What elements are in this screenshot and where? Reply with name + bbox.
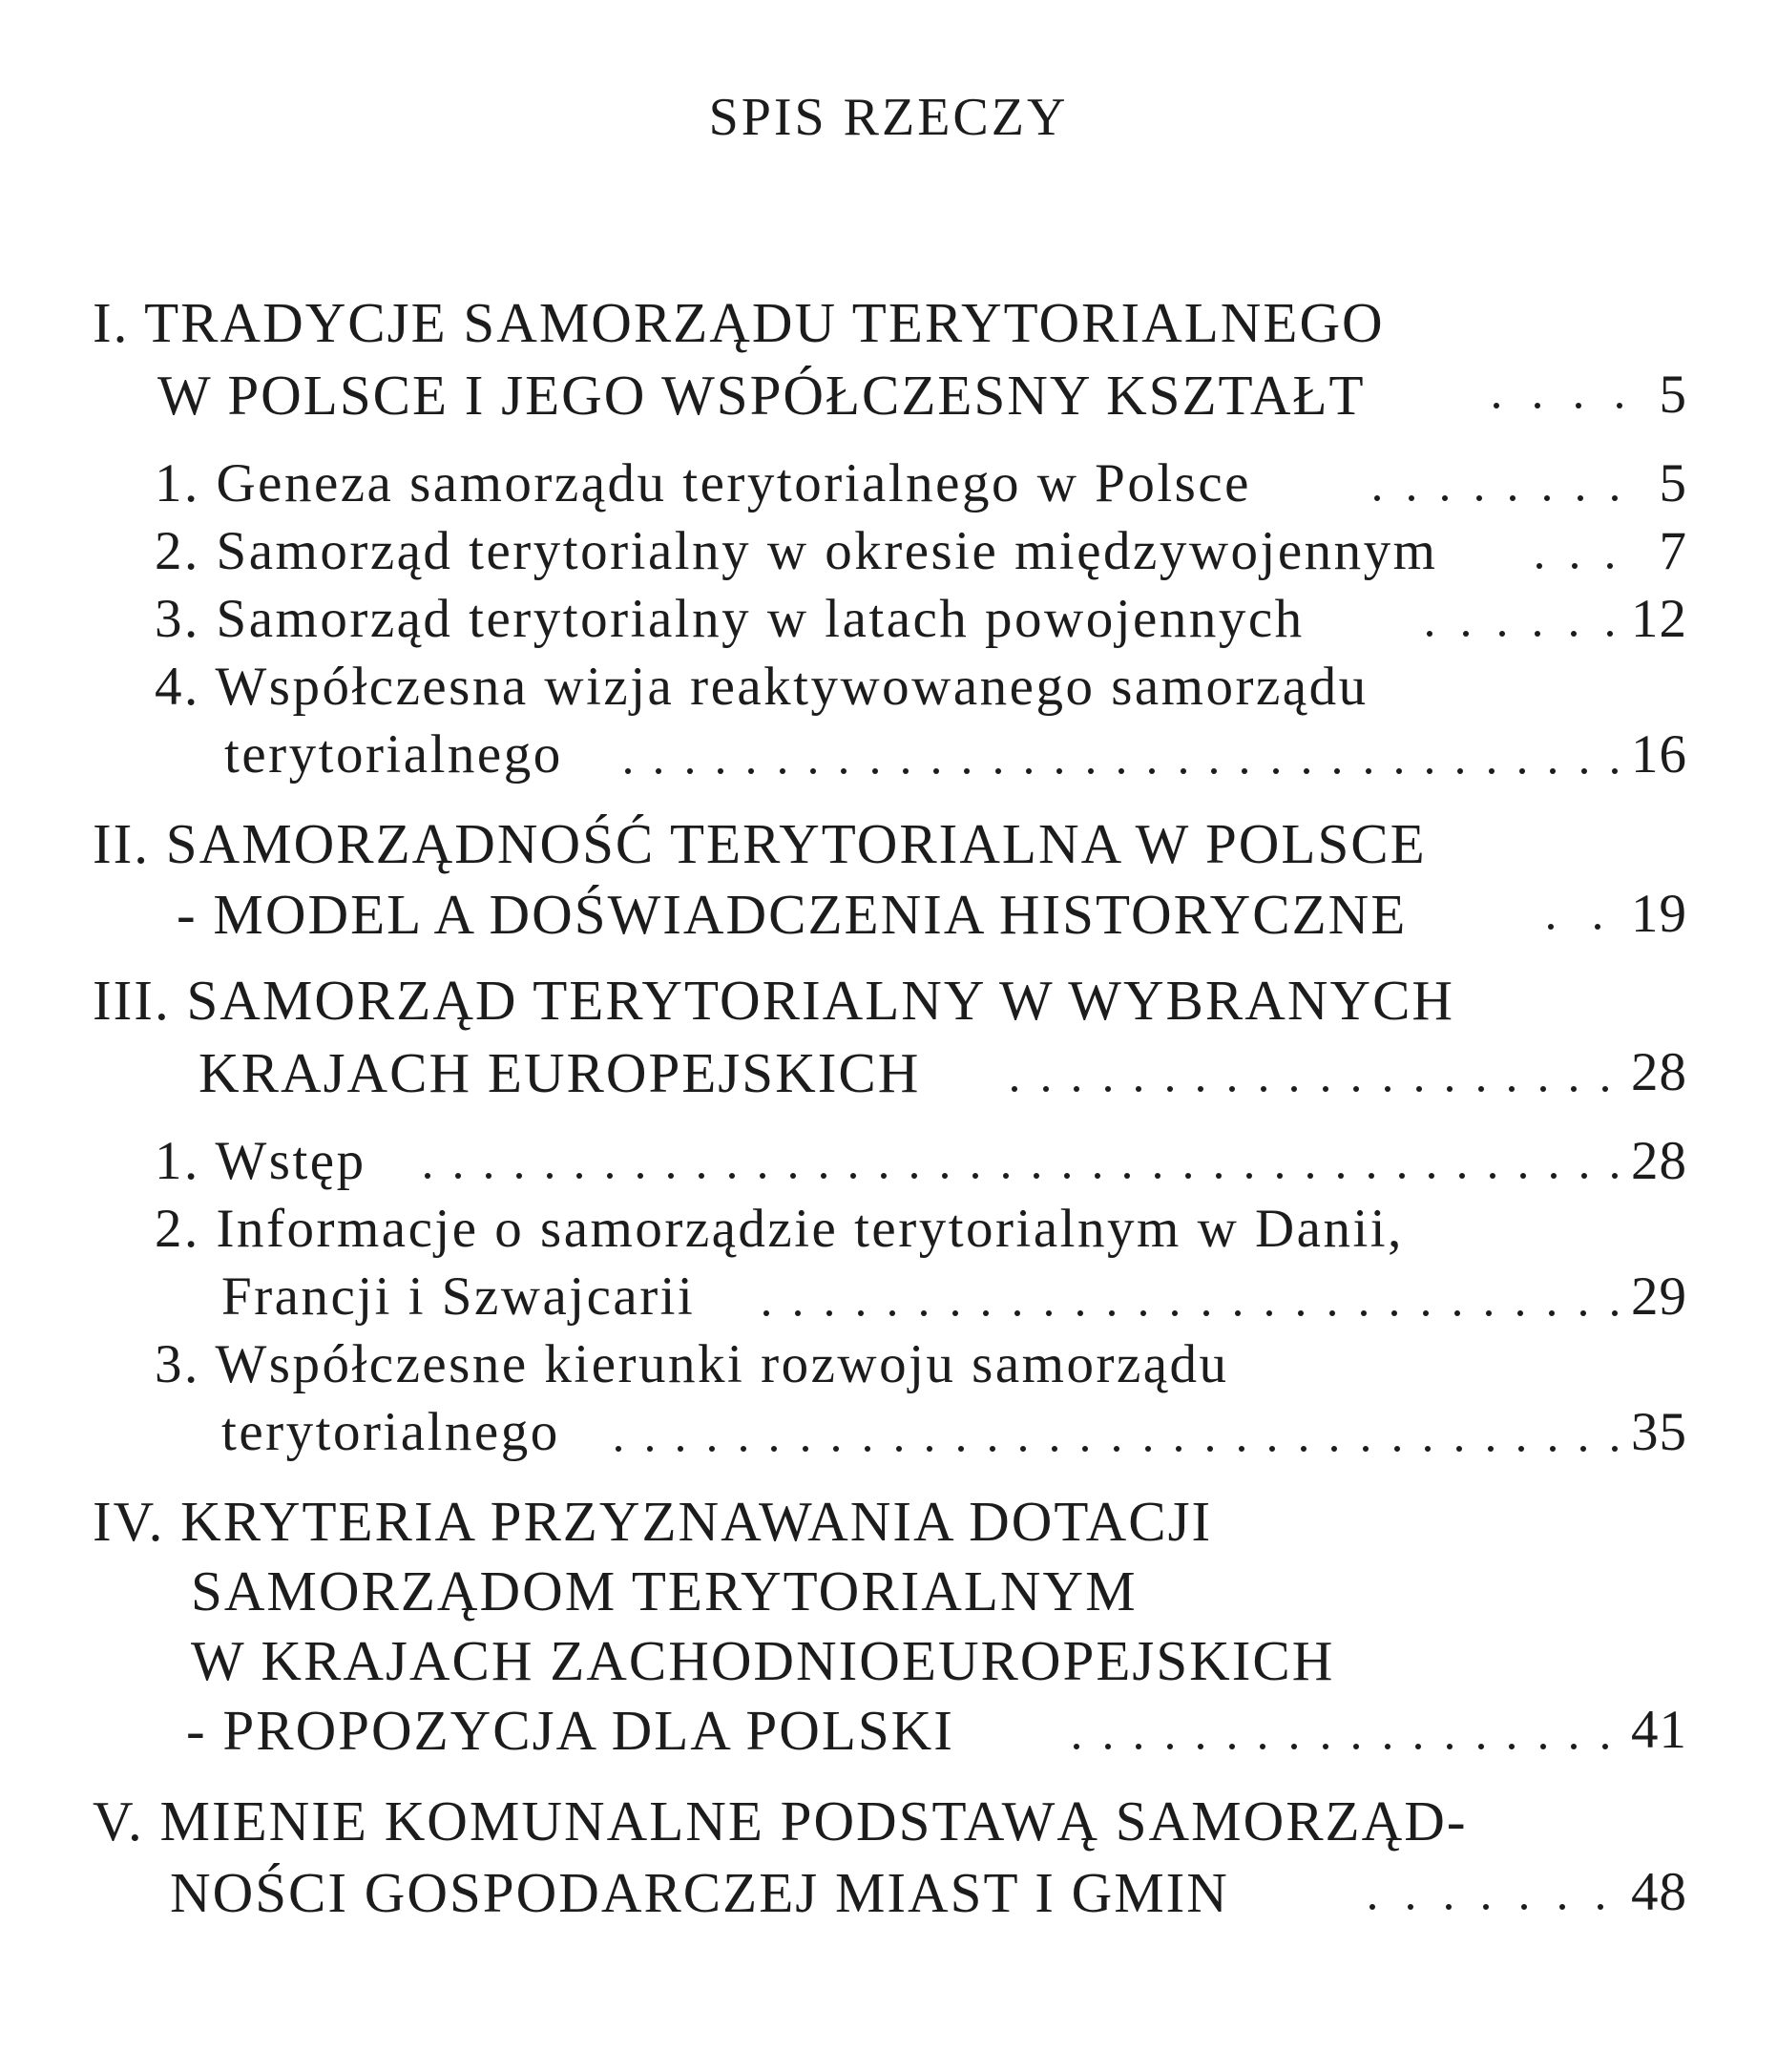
leader-dot <box>790 1173 796 1179</box>
dot-leader <box>1369 1902 1603 1910</box>
leader-dot <box>486 1173 491 1179</box>
dot-leader <box>1537 561 1613 569</box>
leader-dot <box>826 1310 832 1316</box>
leader-dot <box>964 768 970 774</box>
leader-dot <box>1260 1744 1265 1749</box>
toc-line: W POLSCE I JEGO WSPÓŁCZESNY KSZTAŁT <box>157 364 1366 427</box>
leader-dot <box>1612 1446 1618 1452</box>
leader-dot <box>1273 768 1279 774</box>
dot-leader <box>763 1308 1618 1316</box>
leader-dot <box>1181 768 1186 774</box>
leader-dot <box>1427 631 1432 637</box>
leader-dot <box>741 1446 746 1452</box>
leader-dot <box>1519 768 1525 774</box>
dot-leader <box>425 1171 1618 1179</box>
leader-dot <box>668 1173 674 1179</box>
leader-dot <box>1537 563 1542 569</box>
leader-dot <box>1535 631 1540 637</box>
leader-dot <box>1082 1446 1088 1452</box>
leader-dot <box>1172 1310 1178 1316</box>
leader-dot <box>1580 1446 1586 1452</box>
leader-dot <box>1334 768 1340 774</box>
toc-line: IV. KRYTERIA PRZYZNAWANIA DOTACJI <box>93 1490 1213 1553</box>
toc-line: W KRAJACH ZACHODNIOEUROPEJSKICH <box>191 1629 1335 1692</box>
page-number: 28 <box>1631 1042 1687 1102</box>
leader-dot <box>1185 1173 1191 1179</box>
leader-dot <box>903 768 909 774</box>
page-number: 16 <box>1631 724 1687 785</box>
toc-line: 1. Geneza samorządu terytorialnego w Polsce <box>155 453 1251 513</box>
leader-dot <box>1046 1310 1052 1316</box>
page-number: 35 <box>1631 1402 1687 1462</box>
leader-dot <box>1366 768 1371 774</box>
leader-dot <box>1088 768 1094 774</box>
leader-dot <box>1612 1310 1618 1316</box>
leader-dot <box>1408 1904 1413 1910</box>
leader-dot <box>1578 495 1583 501</box>
leader-dot <box>1447 1086 1453 1092</box>
leader-dot <box>1427 768 1432 774</box>
leader-dot <box>699 1173 704 1179</box>
leader-dot <box>952 1310 958 1316</box>
dot-leader <box>1074 1742 1608 1749</box>
leader-dot <box>1415 1744 1421 1749</box>
dot-leader <box>1012 1084 1608 1092</box>
dot-leader <box>1494 401 1622 408</box>
leader-dot <box>1229 1086 1235 1092</box>
leader-dot <box>1331 1446 1337 1452</box>
leader-dot <box>1548 924 1554 930</box>
page-number: 48 <box>1631 1862 1687 1922</box>
leader-dot <box>1540 1086 1546 1092</box>
leader-dot <box>1612 768 1618 774</box>
leader-dot <box>1014 1310 1020 1316</box>
page-number: 5 <box>1659 453 1687 513</box>
leader-dot <box>1602 1744 1608 1749</box>
leader-dot <box>1416 1086 1422 1092</box>
leader-dot <box>1486 1310 1492 1316</box>
leader-dot <box>1572 563 1578 569</box>
leader-dot <box>865 1446 870 1452</box>
leader-dot <box>841 768 847 774</box>
leader-dot <box>1003 1173 1009 1179</box>
leader-dot <box>1149 768 1155 774</box>
leader-dot <box>958 1446 964 1452</box>
leader-dot <box>1494 403 1499 408</box>
leader-dot <box>911 1173 917 1179</box>
toc-line: - PROPOZYCJA DLA POLSKI <box>186 1699 954 1762</box>
leader-dot <box>607 1173 613 1179</box>
leader-dot <box>1571 1086 1577 1092</box>
dot-leader <box>1374 493 1618 501</box>
leader-dot <box>1298 1310 1304 1316</box>
leader-dot <box>1338 1173 1344 1179</box>
leader-dot <box>1447 1744 1453 1749</box>
leader-dot <box>889 1310 895 1316</box>
leader-dot <box>1509 1744 1515 1749</box>
leader-dot <box>1488 1446 1494 1452</box>
leader-dot <box>810 768 816 774</box>
leader-dot <box>1535 403 1540 408</box>
leader-dot <box>1136 1086 1141 1092</box>
toc-line: NOŚCI GOSPODARCZEJ MIAST I GMIN <box>170 1861 1229 1924</box>
leader-dot <box>1064 1173 1070 1179</box>
leader-dot <box>1323 1744 1328 1749</box>
leader-dot <box>1291 1086 1297 1092</box>
leader-dot <box>687 768 693 774</box>
toc-line: 4. Współczesna wizja reaktywowanego samorządu <box>155 657 1369 717</box>
leader-dot <box>638 1173 643 1179</box>
leader-dot <box>709 1446 715 1452</box>
leader-dot <box>1266 1310 1272 1316</box>
leader-dot <box>1034 1173 1039 1179</box>
leader-dot <box>858 1310 864 1316</box>
dot-leader <box>1548 922 1600 930</box>
leader-dot <box>1509 1086 1515 1092</box>
leader-dot <box>1198 1086 1203 1092</box>
leader-dot <box>1369 1173 1374 1179</box>
leader-dot <box>1361 1310 1367 1316</box>
leader-dot <box>1155 1173 1160 1179</box>
leader-dot <box>1124 1173 1130 1179</box>
leader-dot <box>1549 1310 1555 1316</box>
leader-dot <box>1551 1173 1557 1179</box>
leader-dot <box>1242 768 1247 774</box>
leader-dot <box>455 1173 461 1179</box>
page-number: 5 <box>1659 365 1687 425</box>
leader-dot <box>1607 563 1613 569</box>
leader-dot <box>881 1173 887 1179</box>
leader-dot <box>1052 1446 1057 1452</box>
leader-dot <box>780 768 785 774</box>
leader-dot <box>896 1446 902 1452</box>
leader-dot <box>1394 1446 1400 1452</box>
leader-dot <box>1074 1086 1079 1092</box>
leader-dot <box>1476 495 1482 501</box>
leader-dot <box>760 1173 765 1179</box>
leader-dot <box>1446 1904 1452 1910</box>
leader-dot <box>1353 1086 1359 1092</box>
dot-leader <box>616 1444 1618 1452</box>
leader-dot <box>1581 1173 1587 1179</box>
toc-line: 1. Wstęp <box>155 1131 366 1191</box>
page-number: 41 <box>1631 1700 1687 1760</box>
leader-dot <box>1374 495 1380 501</box>
leader-dot <box>1301 1446 1307 1452</box>
leader-dot <box>1581 768 1587 774</box>
leader-dot <box>1277 1173 1283 1179</box>
leader-dot <box>1353 1744 1359 1749</box>
leader-dot <box>1550 1446 1556 1452</box>
page-number: 7 <box>1659 521 1687 581</box>
leader-dot <box>1457 768 1463 774</box>
leader-dot <box>850 1173 856 1179</box>
leader-dot <box>1136 1744 1141 1749</box>
leader-dot <box>1489 768 1495 774</box>
leader-dot <box>547 1173 553 1179</box>
leader-dot <box>1229 1744 1235 1749</box>
page-number: 28 <box>1631 1131 1687 1191</box>
leader-dot <box>1521 1904 1527 1910</box>
leader-dot <box>1396 768 1402 774</box>
leader-dot <box>625 768 631 774</box>
dot-leader <box>625 766 1618 774</box>
leader-dot <box>1269 1446 1275 1452</box>
leader-dot <box>1095 1173 1100 1179</box>
leader-dot <box>771 1446 777 1452</box>
toc-line: Francji i Szwajcarii <box>221 1266 696 1327</box>
leader-dot <box>1246 1173 1252 1179</box>
leader-dot <box>516 1173 522 1179</box>
leader-dot <box>1607 631 1613 637</box>
leader-dot <box>1203 1310 1209 1316</box>
leader-dot <box>803 1446 808 1452</box>
leader-dot <box>1544 495 1550 501</box>
leader-dot <box>1459 1173 1465 1179</box>
leader-dot <box>1490 1173 1495 1179</box>
leader-dot <box>933 768 939 774</box>
leader-dot <box>1304 768 1309 774</box>
leader-dot <box>1114 1446 1119 1452</box>
leader-dot <box>995 768 1001 774</box>
page-title: SPIS RZECZY <box>708 88 1069 147</box>
leader-dot <box>1454 1310 1460 1316</box>
leader-dot <box>1105 1744 1111 1749</box>
leader-dot <box>1518 1446 1524 1452</box>
leader-dot <box>1442 495 1448 501</box>
leader-dot <box>1409 495 1414 501</box>
leader-dot <box>1167 1744 1173 1749</box>
leader-dot <box>1261 1086 1266 1092</box>
leader-dot <box>1595 924 1600 930</box>
leader-dot <box>1425 1446 1431 1452</box>
leader-dot <box>1077 1310 1083 1316</box>
leader-dot <box>1612 1173 1618 1179</box>
leader-dot <box>1391 1310 1397 1316</box>
leader-dot <box>678 1446 683 1452</box>
leader-dot <box>1307 1173 1313 1179</box>
toc-line: terytorialnego <box>224 724 563 785</box>
page-number: 29 <box>1631 1266 1687 1327</box>
toc-line: SAMORZĄDOM TERYTORIALNYM <box>191 1559 1138 1622</box>
leader-dot <box>1540 1744 1546 1749</box>
dot-leader <box>1427 629 1613 637</box>
leader-dot <box>1329 1310 1335 1316</box>
page-number: 12 <box>1631 589 1687 649</box>
leader-dot <box>1571 631 1577 637</box>
leader-dot <box>1109 1310 1115 1316</box>
leader-dot <box>972 1173 978 1179</box>
toc-line: - MODEL A DOŚWIADCZENIA HISTORYCZNE <box>177 883 1408 946</box>
leader-dot <box>1145 1446 1151 1452</box>
leader-dot <box>1576 403 1581 408</box>
leader-dot <box>1559 1904 1565 1910</box>
leader-dot <box>1598 1904 1603 1910</box>
leader-dot <box>1520 1173 1526 1179</box>
leader-dot <box>616 1446 621 1452</box>
leader-dot <box>1207 1446 1213 1452</box>
leader-dot <box>1602 1086 1608 1092</box>
leader-dot <box>1074 1744 1079 1749</box>
leader-dot <box>1423 1310 1429 1316</box>
leader-dot <box>942 1173 948 1179</box>
leader-dot <box>833 1446 839 1452</box>
leader-dot <box>921 1310 927 1316</box>
leader-dot <box>1510 495 1516 501</box>
toc-line: 3. Współczesne kierunki rozwoju samorządu <box>155 1334 1229 1394</box>
leader-dot <box>1176 1446 1181 1452</box>
page-number: 19 <box>1631 884 1687 944</box>
leader-dot <box>576 1173 582 1179</box>
leader-dot <box>1385 1744 1390 1749</box>
leader-dot <box>1571 1744 1577 1749</box>
leader-dot <box>1456 1446 1462 1452</box>
leader-dot <box>1550 768 1556 774</box>
leader-dot <box>1012 1086 1017 1092</box>
leader-dot <box>1105 1086 1111 1092</box>
leader-dot <box>656 768 661 774</box>
leader-dot <box>748 768 754 774</box>
toc-line: 3. Samorząd terytorialny w latach powojennych <box>155 589 1305 649</box>
leader-dot <box>1323 1086 1328 1092</box>
leader-dot <box>1483 1904 1489 1910</box>
leader-dot <box>1020 1446 1026 1452</box>
leader-dot <box>718 768 723 774</box>
leader-dot <box>821 1173 826 1179</box>
leader-dot <box>1216 1173 1222 1179</box>
leader-dot <box>1478 1744 1484 1749</box>
leader-dot <box>1211 768 1217 774</box>
leader-dot <box>1026 768 1032 774</box>
leader-dot <box>1369 1904 1375 1910</box>
toc-line: 2. Samorząd terytorialny w okresie międzywojennym <box>155 521 1438 581</box>
toc-line: III. SAMORZĄD TERYTORIALNY W WYBRANYCH <box>93 969 1455 1032</box>
leader-dot <box>1167 1086 1173 1092</box>
leader-dot <box>1239 1446 1244 1452</box>
toc-line: 2. Informacje o samorządzie terytorialnym w Danii, <box>155 1199 1404 1259</box>
leader-dot <box>647 1446 653 1452</box>
leader-dot <box>1291 1744 1297 1749</box>
leader-dot <box>1612 495 1618 501</box>
leader-dot <box>1363 1446 1369 1452</box>
leader-dot <box>1517 1310 1523 1316</box>
leader-dot <box>1463 631 1469 637</box>
leader-dot <box>872 768 878 774</box>
leader-dot <box>1385 1086 1390 1092</box>
leader-dot <box>1043 1086 1049 1092</box>
toc-line: V. MIENIE KOMUNALNE PODSTAWĄ SAMORZĄD- <box>93 1789 1468 1852</box>
toc-line: KRAJACH EUROPEJSKICH <box>199 1041 921 1104</box>
leader-dot <box>983 1310 989 1316</box>
leader-dot <box>763 1310 769 1316</box>
leader-dot <box>1399 1173 1405 1179</box>
leader-dot <box>1499 631 1505 637</box>
leader-dot <box>1429 1173 1434 1179</box>
leader-dot <box>1056 768 1062 774</box>
leader-dot <box>1580 1310 1586 1316</box>
leader-dot <box>425 1173 430 1179</box>
leader-dot <box>1478 1086 1484 1092</box>
leader-dot <box>1617 403 1622 408</box>
leader-dot <box>1118 768 1124 774</box>
leader-dot <box>795 1310 801 1316</box>
leader-dot <box>927 1446 932 1452</box>
leader-dot <box>729 1173 735 1179</box>
toc-line: terytorialnego <box>221 1402 560 1462</box>
leader-dot <box>1140 1310 1146 1316</box>
leader-dot <box>990 1446 995 1452</box>
leader-dot <box>1235 1310 1241 1316</box>
toc-line: II. SAMORZĄDNOŚĆ TERYTORIALNA W POLSCE <box>93 812 1427 875</box>
leader-dot <box>1198 1744 1203 1749</box>
toc-line: I. TRADYCJE SAMORZĄDU TERYTORIALNEGO <box>93 291 1385 354</box>
